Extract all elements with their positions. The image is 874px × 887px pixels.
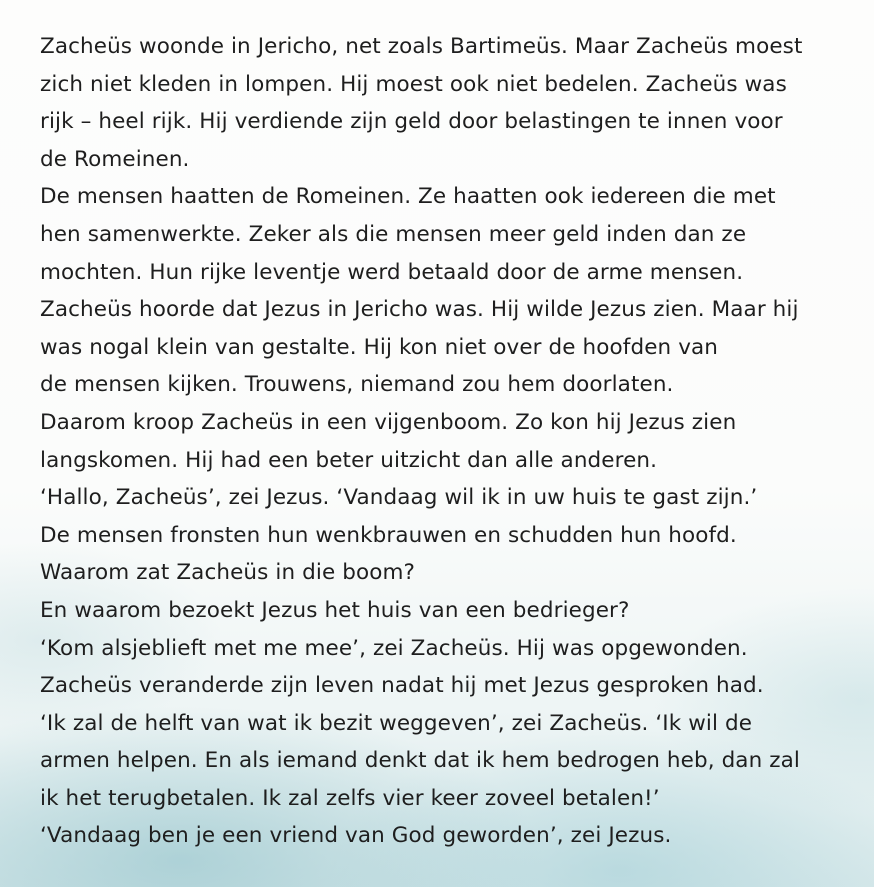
text-line: Zacheüs hoorde dat Jezus in Jericho was. Hij wilde Jezus zien. Maar hij <box>40 297 799 323</box>
text-line: langskomen. Hij had een beter uitzicht dan alle anderen. <box>40 447 658 473</box>
text-line: Daarom kroop Zacheüs in een vijgenboom. Zo kon hij Jezus zien <box>40 409 737 435</box>
text-line: hen samenwerkte. Zeker als die mensen meer geld inden dan ze <box>40 221 747 247</box>
text-line: ‘Kom alsjeblieft met me mee’, zei Zacheüs. Hij was opgewonden. <box>40 635 748 661</box>
text-line: rijk – heel rijk. Hij verdiende zijn geld door belastingen te innen voor <box>40 109 783 135</box>
story-text <box>40 28 840 855</box>
text-line: ik het terugbetalen. Ik zal zelfs vier keer zoveel betalen!’ <box>40 785 660 811</box>
text-line: armen helpen. En als iemand denkt dat ik hem bedrogen heb, dan zal <box>40 748 800 774</box>
text-line: De mensen haatten de Romeinen. Ze haatten ook iedereen die met <box>40 184 776 210</box>
text-line: Zacheüs woonde in Jericho, net zoals Bartimeüs. Maar Zacheüs moest <box>40 34 803 59</box>
text-line: ‘Hallo, Zacheüs’, zei Jezus. ‘Vandaag wil ik in uw huis te gast zijn.’ <box>40 485 758 511</box>
text-line: Zacheüs veranderde zijn leven nadat hij met Jezus gesproken had. <box>40 673 764 699</box>
text-line: Waarom zat Zacheüs in die boom? <box>40 560 416 586</box>
text-line: ‘Vandaag ben je een vriend van God geworden’, zei Jezus. <box>40 823 672 849</box>
text-line: De mensen fronsten hun wenkbrauwen en schudden hun hoofd. <box>40 522 737 548</box>
text-line: de Romeinen. <box>40 146 190 172</box>
text-line: zich niet kleden in lompen. Hij moest ook niet bedelen. Zacheüs was <box>40 71 787 97</box>
text-line: was nogal klein van gestalte. Hij kon niet over de hoofden van <box>40 334 719 360</box>
text-line: mochten. Hun rijke leventje werd betaald door de arme mensen. <box>40 259 744 285</box>
text-line: de mensen kijken. Trouwens, niemand zou hem doorlaten. <box>40 372 674 398</box>
text-line: ‘Ik zal de helft van wat ik bezit weggeven’, zei Zacheüs. ‘Ik wil de <box>40 710 753 736</box>
text-line: En waarom bezoekt Jezus het huis van een bedrieger? <box>40 597 630 623</box>
